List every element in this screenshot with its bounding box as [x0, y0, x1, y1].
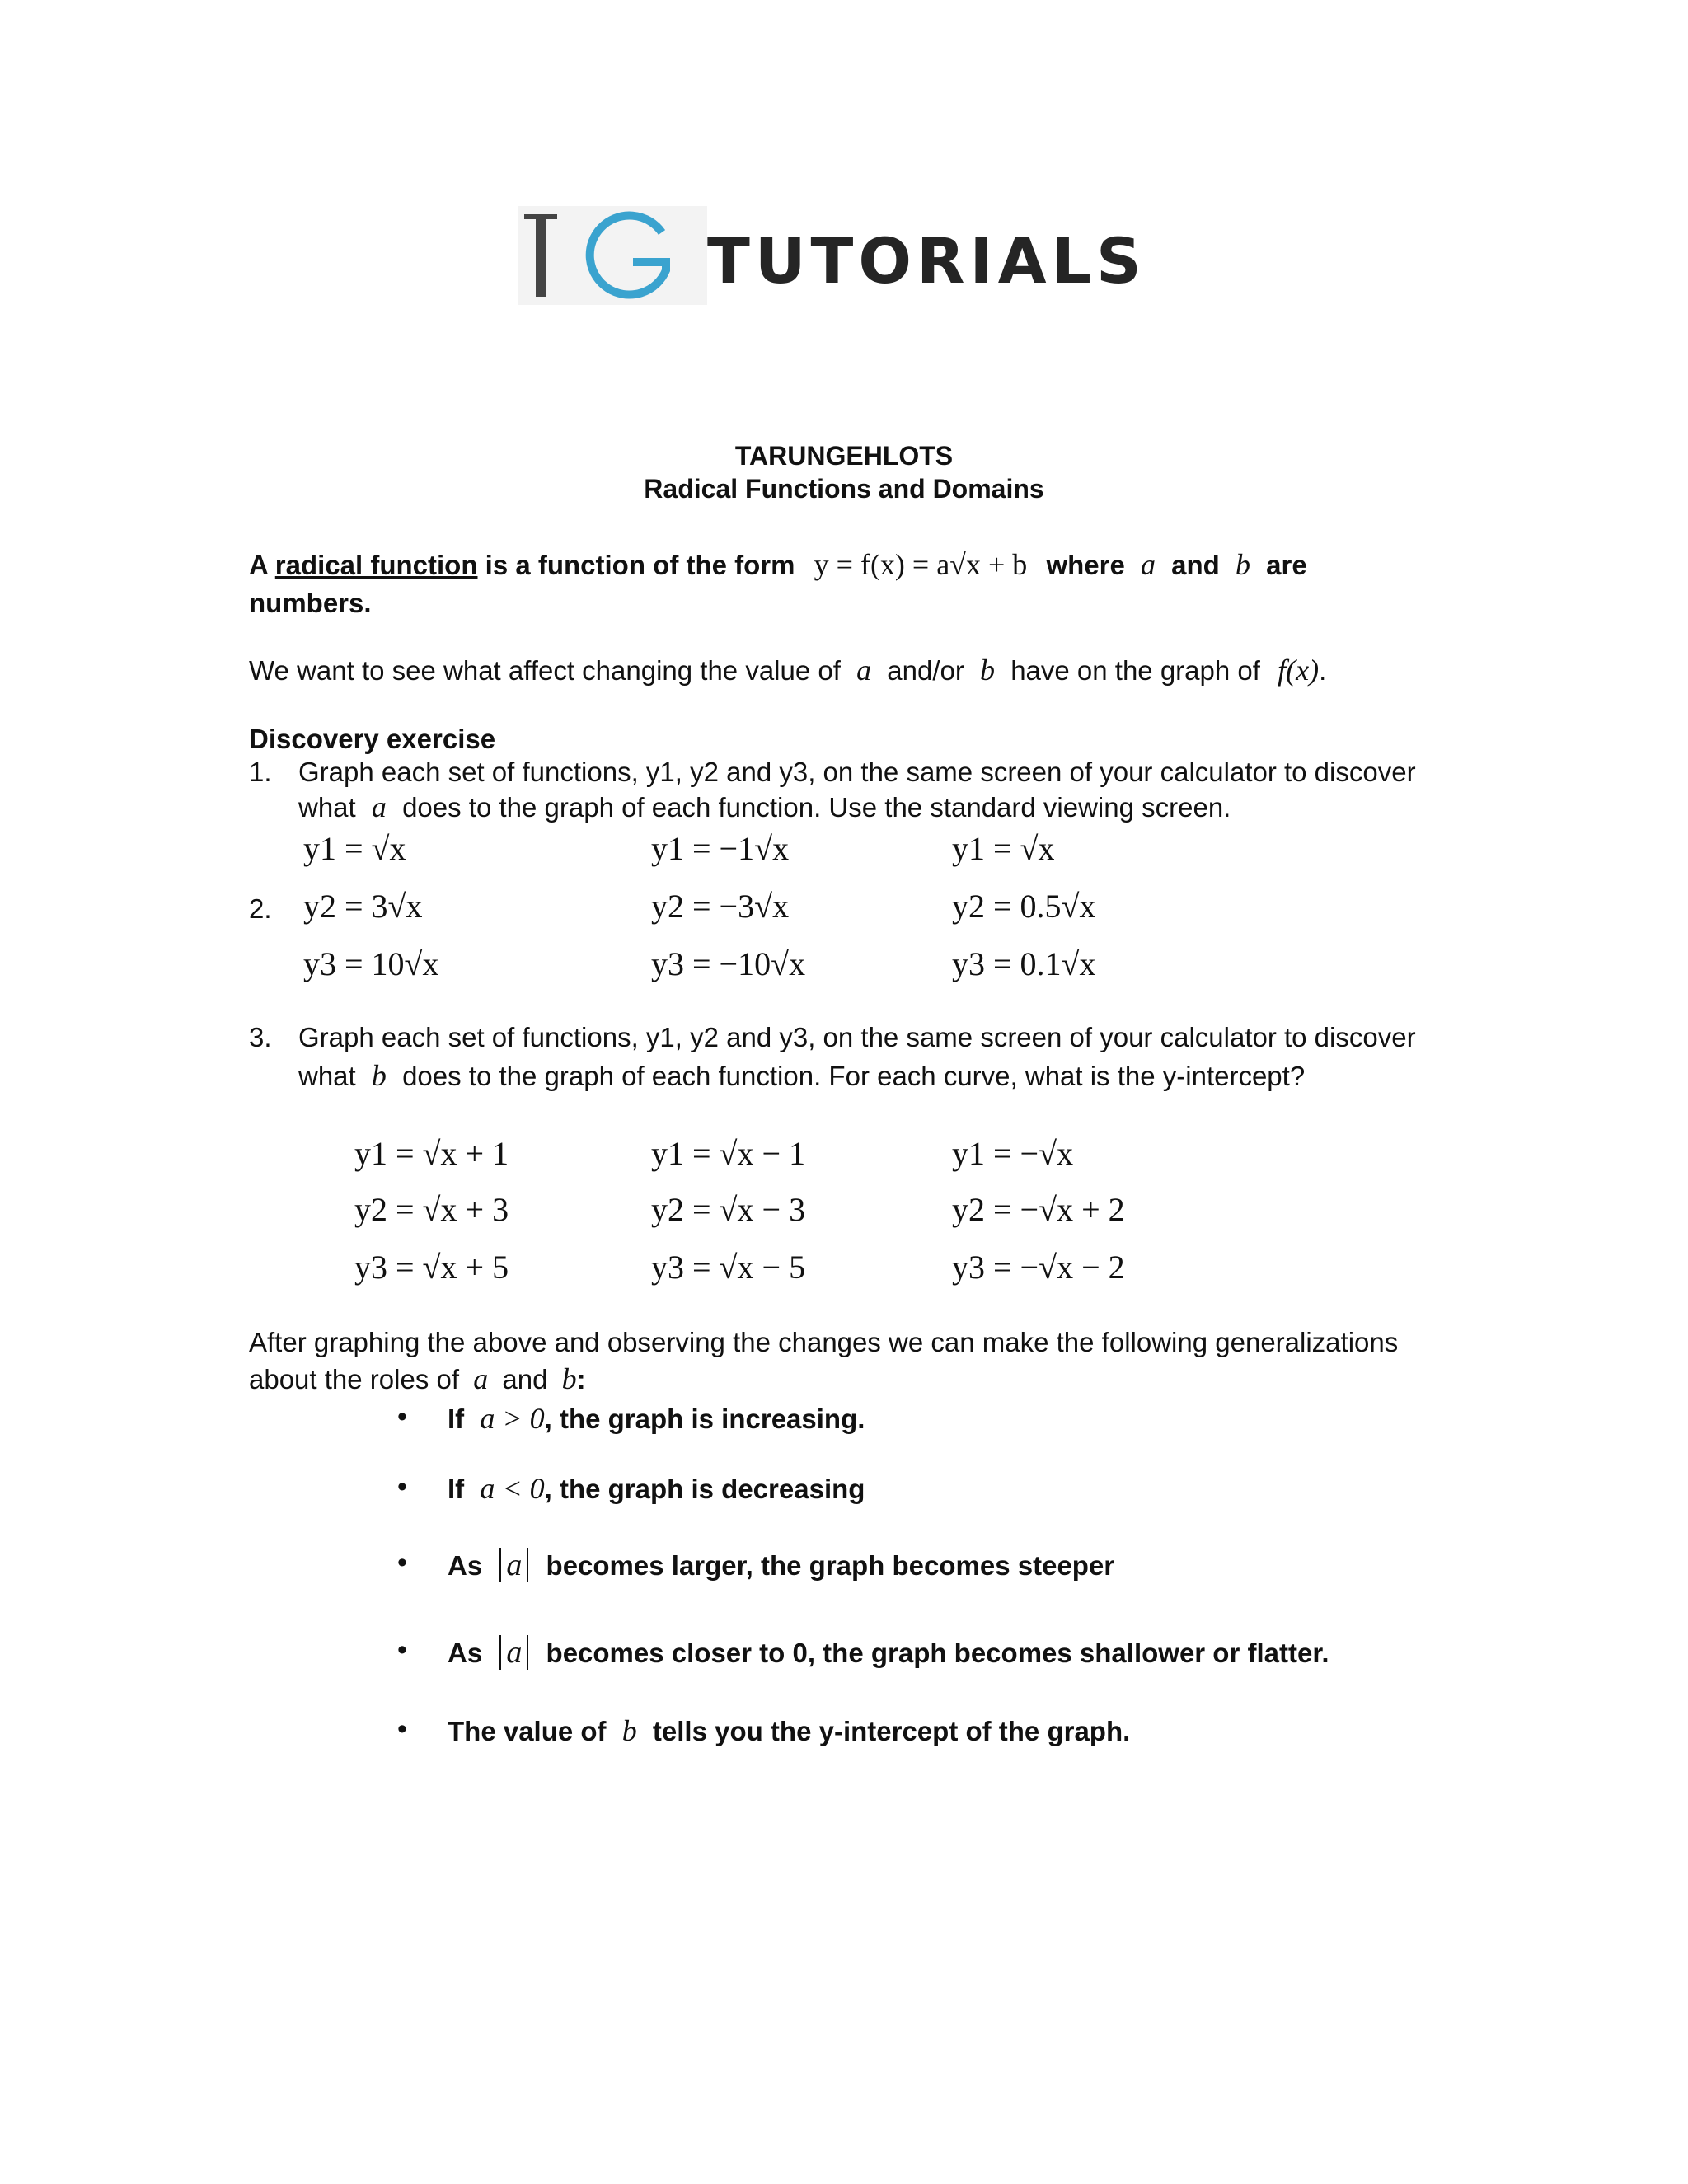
item-1-what: what [298, 792, 356, 823]
tg-tutorials-logo [518, 206, 1193, 305]
eq-b-3-1: y3 = √x + 5 [354, 1249, 509, 1286]
item-1-var: a [371, 790, 387, 823]
sentence-end: . [1319, 655, 1327, 686]
sentence-part-2: and/or [887, 655, 964, 686]
definition-mid: is a function of the form [477, 550, 795, 580]
bullet-4 [448, 1634, 1329, 1671]
definition-where: where [1046, 550, 1125, 580]
bullet-3 [448, 1547, 1114, 1583]
bullet-2-math: a < 0 [480, 1472, 545, 1505]
eq-a-1-1: y1 = √x [303, 830, 406, 867]
bullet-2-glyph: • [397, 1471, 407, 1502]
item-3-line-1: Graph each set of functions, y1, y2 and y3, on the same screen of your calculator to discover [298, 1022, 1416, 1052]
sentence-part-1: We want to see what affect changing the value of [249, 655, 841, 686]
item-1-line-1: Graph each set of functions, y1, y2 and y3, on the same screen of your calculator to discover [298, 757, 1416, 787]
eq-b-2-2: y2 = √x − 3 [651, 1191, 806, 1228]
bullet-4-pre: As [448, 1638, 483, 1668]
bullet-5-pre: The value of [448, 1716, 607, 1746]
generalization-colon: : [576, 1364, 586, 1394]
item-1-rest: does to the graph of each function. Use the standard viewing screen. [402, 792, 1231, 823]
tg-logo-mark [518, 206, 707, 305]
eq-b-1-1: y1 = √x + 1 [354, 1135, 509, 1172]
item-3-rest: does to the graph of each function. For each curve, what is the y-intercept? [402, 1061, 1306, 1091]
definition-var-a: a [1140, 548, 1156, 581]
bullet-2-pre: If [448, 1474, 465, 1504]
sentence-var-a: a [856, 654, 872, 687]
eq-b-1-3: y1 = −√x [952, 1135, 1074, 1172]
generalization-roles: about the roles of [249, 1364, 460, 1394]
generalization-var-b: b [561, 1362, 577, 1395]
bullet-1-glyph: • [397, 1401, 407, 1432]
item-3-line-2 [298, 1058, 1305, 1093]
sentence-part-3: have on the graph of [1010, 655, 1260, 686]
bullet-4-glyph: • [397, 1634, 407, 1666]
definition-line-2: numbers. [249, 588, 372, 618]
bullet-3-math: a [499, 1548, 528, 1582]
eq-b-3-2: y3 = √x − 5 [651, 1249, 806, 1286]
bullet-1-post: , the graph is increasing. [544, 1404, 865, 1434]
eq-b-3-3: y3 = −√x − 2 [952, 1249, 1125, 1286]
definition-term: radical function [274, 550, 478, 580]
eq-a-3-2: y3 = −10√x [651, 945, 806, 982]
definition-line-1 [249, 547, 1307, 582]
definition-prefix: A [249, 550, 275, 580]
item-3-var: b [371, 1059, 387, 1092]
item-2-number: 2. [249, 893, 272, 924]
definition-and: and [1171, 550, 1220, 580]
bullet-4-math: a [499, 1635, 528, 1670]
definition-are: are [1266, 550, 1307, 580]
eq-b-2-1: y2 = √x + 3 [354, 1191, 509, 1228]
bullet-2-post: , the graph is decreasing [544, 1474, 865, 1504]
logo-wordmark: TUTORIALS [707, 224, 1146, 298]
bullet-1 [448, 1401, 865, 1436]
sentence-var-b: b [980, 654, 996, 687]
eq-b-1-2: y1 = √x − 1 [651, 1135, 806, 1172]
bullet-2 [448, 1471, 865, 1506]
generalization-var-a: a [473, 1362, 489, 1395]
intro-sentence [249, 653, 1326, 687]
bullet-5-post: tells you the y-intercept of the graph. [652, 1716, 1131, 1746]
item-1-number: 1. [249, 757, 272, 787]
bullet-1-pre: If [448, 1404, 465, 1434]
eq-a-1-3: y1 = √x [952, 830, 1055, 867]
eq-b-2-3: y2 = −√x + 2 [952, 1191, 1125, 1228]
discovery-heading: Discovery exercise [249, 724, 496, 754]
definition-var-b: b [1236, 548, 1250, 581]
item-3-number: 3. [249, 1022, 272, 1052]
eq-a-1-2: y1 = −1√x [651, 830, 790, 867]
generalization-and: and [502, 1364, 548, 1394]
page-title: TARUNGEHLOTS [734, 441, 954, 471]
bullet-5 [448, 1713, 1130, 1748]
generalization-line-2 [249, 1361, 586, 1396]
bullet-5-math: b [621, 1714, 637, 1747]
sentence-fx: f(x) [1278, 654, 1320, 687]
eq-a-2-1: y2 = 3√x [303, 888, 423, 925]
eq-a-3-3: y3 = 0.1√x [952, 945, 1096, 982]
generalization-line-1: After graphing the above and observing the changes we can make the following generalizations [249, 1327, 1399, 1357]
bullet-3-pre: As [448, 1550, 483, 1581]
eq-a-2-3: y2 = 0.5√x [952, 888, 1096, 925]
bullet-3-glyph: • [397, 1547, 407, 1578]
eq-a-2-2: y2 = −3√x [651, 888, 790, 925]
page-subtitle: Radical Functions and Domains [644, 474, 1044, 504]
bullet-4-post: becomes closer to 0, the graph becomes shallower or flatter. [546, 1638, 1329, 1668]
item-1-line-2 [298, 790, 1231, 824]
bullet-3-post: becomes larger, the graph becomes steeper [546, 1550, 1115, 1581]
eq-a-3-1: y3 = 10√x [303, 945, 439, 982]
item-3-what: what [298, 1061, 356, 1091]
bullet-1-math: a > 0 [480, 1402, 545, 1435]
definition-formula: y = f(x) = a√x + b [814, 548, 1028, 581]
bullet-5-glyph: • [397, 1713, 407, 1745]
